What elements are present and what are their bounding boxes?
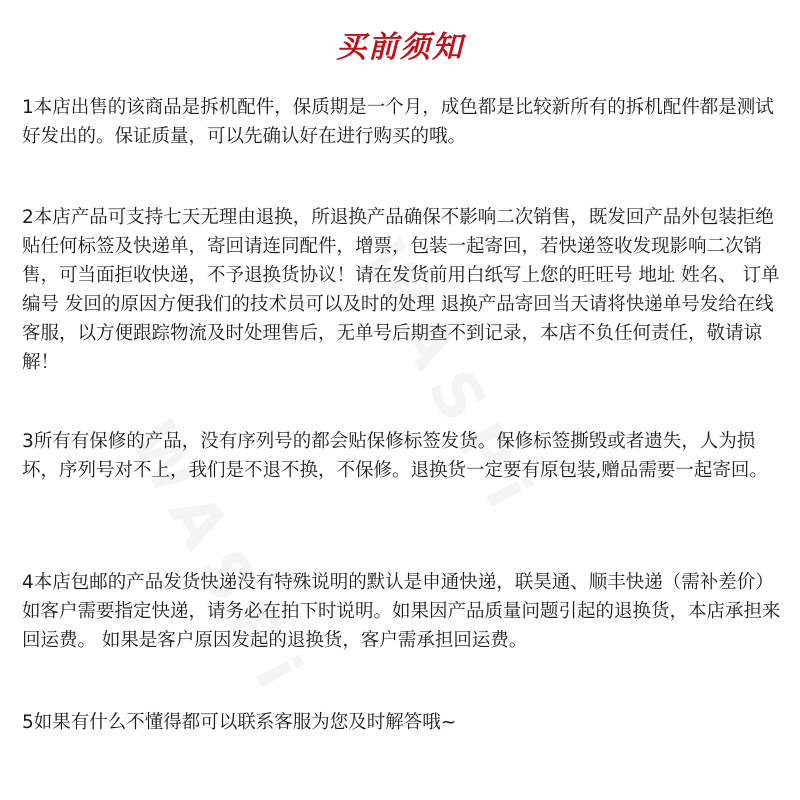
notice-paragraph-3: 3所有有保修的产品，没有序列号的都会贴保修标签发货。保修标签撕毁或者遗失，人为损坏，序列号对不上，我们是不退不换，不保修。退换货一定要有原包装,赠品需要一起寄回。 xyxy=(22,431,768,481)
notice-paragraph-2: 2本店产品可支持七天无理由退换，所退换产品确保不影响二次销售，既发回产品外包装拒绝贴任何标签及快递单，寄回请连同配件，增票，包装一起寄回，若快递签收发现影响二次销售，可当面拒收快递，不予退换货协议！请在发货前用白纸写上您的旺旺号 地址 姓名、 订单编号 发回的原因方便我们的技术员可以及时的处理 退换产品寄回当天请将快递单号发给在线客服，以方便跟踪物流及时处理售后，无单号后期查不到记录，本店不负任何责任，敬请谅解！ xyxy=(22,207,780,373)
notice-paragraph-5: 5如果有什么不懂得都可以联系客服为您及时解答哦~ xyxy=(22,712,457,733)
notice-paragraph-1: 1本店出售的该商品是拆机配件，保质期是一个月，成色都是比较新所有的拆机配件都是测试好发出的。保证质量，可以先确认好在进行购买的哦。 xyxy=(22,97,774,147)
page-title: 买前须知 xyxy=(336,30,464,65)
notice-paragraph-4: 4本店包邮的产品发货快递没有特殊说明的默认是申通快递，联昊通、顺丰快递（需补差价）如客户需要指定快递，请务必在拍下时说明。如果因产品质量问题引起的退换货，本店承担来回运费。 如果是客户原因发起的退换货，客户需承担回运费。 xyxy=(22,572,781,651)
